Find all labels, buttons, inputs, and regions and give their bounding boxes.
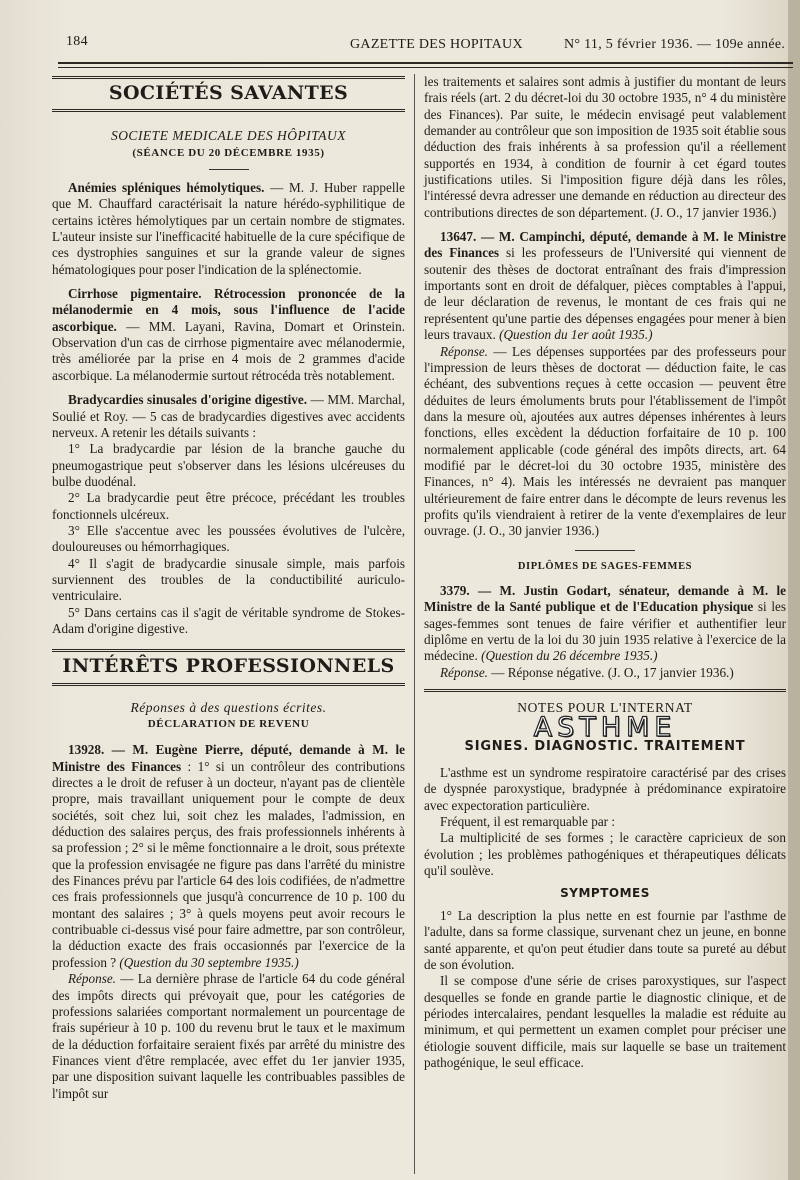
question-3379: 3379. — M. Justin Godart, sénateur, demande à M. le Ministre de la Santé publique et de l'Education physique si les sages-femmes sont tenues de faire vérifier et authentifier leur diplôme en vertu de la loi du 30 juin 1935 relative à l'exercice de la médecine. (Question du 26 décembre 1935.): [424, 582, 786, 664]
paragraph: Il se compose d'une série de crises paroxystiques, sur l'aspect desquelles se fonde en grande partie le diagnostic clinique, et de périodes intercalaires, pendant lesquelles la maladie est réduite au minimum, et qui permettent un examen complet pour préciser une étiologie souvent difficile, mais sur laquelle se base un traitement pathogénique, le seul efficace.: [424, 973, 786, 1070]
list-item: 4° Il s'agit de bradycardie sinusale simple, mais parfois surviennent des troubles de la conductibilité auriculo-ventriculaire.: [52, 555, 405, 604]
separator: [575, 550, 635, 551]
session-date: (SÉANCE DU 20 DÉCEMBRE 1935): [132, 146, 325, 159]
paragraph-title: Bradycardies sinusales d'origine digestive.: [68, 392, 308, 408]
separator: [209, 169, 249, 170]
list-item: 5° Dans certains cas il s'agit de véritable syndrome de Stokes-Adam d'origine digestive.: [52, 604, 405, 636]
diplomes-title: DIPLÔMES DE SAGES-FEMMES: [517, 560, 693, 572]
paragraph: L'asthme est un syndrome respiratoire caractérisé par des crises de dyspnée paroxystique, bradypnée à prédominance expiratoire avec expectoration particulière.: [424, 765, 786, 813]
paragraph: La multiplicité de ses formes ; le caractère capricieux de son évolution ; les problèmes pathogéniques et thérapeutiques délicats qu'il soulève.: [424, 830, 786, 879]
section-rule: [52, 76, 405, 79]
asthme-subtitle: SIGNES. DIAGNOSTIC. TRAITEMENT: [464, 738, 746, 754]
notes-internat-title: NOTES POUR L'INTERNAT: [517, 700, 693, 716]
paragraph-title: Anémies spléniques hémolytiques.: [68, 180, 265, 196]
page-number: 184: [66, 34, 88, 49]
section-rule: [52, 109, 405, 112]
answer-13647: Réponse. — Les dépenses supportées par des professeurs pour l'impression de leurs thèses de doctorat — déduction faite, le cas échéant, des subventions reçues à cette occasion — peuvent être déduites de leurs émoluments bruts pour l'établissement de l'impôt dans la mesure où, ajoutées aux autres dépenses inhérentes à leurs fonctions, elles excèdent la déduction forfaitaire de 10 p. 100 normalement applicable (code général des impôts directs, art. 64 modifié par le décret-loi du 30 octobre 1935, ministère des Finances, n° 4). Mais les intéressés ne devraient pas manquer ultérieurement de faire entrer dans le décompte de leurs revenus les profits qu'ils viendraient à retirer de la vente d'exemplaires de leur ouvrage. (J. O., 30 janvier 1936.): [424, 343, 786, 539]
rubric-title: Réponses à des questions écrites.: [130, 699, 327, 715]
section-rule: [52, 683, 405, 686]
header-rule: [58, 62, 793, 64]
section-rule: [424, 689, 786, 692]
answer-3379: Réponse. — Réponse négative. (J. O., 17 janvier 1936.): [440, 664, 734, 680]
section-title-societes: SOCIÉTÉS SAVANTES: [108, 82, 349, 104]
section-title-interets: INTÉRÊTS PROFESSIONNELS: [62, 655, 395, 678]
paragraph-title: Cirrhose pigmentaire. Rétrocession prononcée de la mélanodermie en 4 mois, sous l'influence de l'acide ascorbique.: [52, 286, 405, 334]
list-item: 3° Elle s'accentue avec les poussées évolutives de l'ulcère, douloureuses ou hémorrhagiques.: [52, 522, 405, 555]
right-column: [424, 74, 786, 1071]
rubric-subtitle: DÉCLARATION DE REVENU: [147, 718, 310, 730]
section-rule: [52, 649, 405, 652]
list-item: 2° La bradycardie peut être précoce, précédant les troubles fonctionnels ulcéreux.: [52, 490, 405, 522]
left-column: [52, 74, 405, 1102]
header-rule-thin: [58, 67, 793, 68]
answer-13928-continued: les traitements et salaires sont admis à justifier du montant de leurs frais réels (art. 2 du décret-loi du 30 octobre 1935, n° 4 du ministère des Finances). Par suite, le médecin envisagé peut valablement demander au contrôleur que son imposition de 1935 soit établie sous déduction des frais inhérents à sa profession qu'il a réellement supportés en 1934, à condition de fournir à cet égard toutes justifications utiles. Si l'imposition figure déjà dans les rôles, l'intéressé devra adresser une demande en réduction au directeur des contributions directes de son département. (J. O., 17 janvier 1936.): [424, 74, 786, 220]
paragraph-cirrhose: Cirrhose pigmentaire. Rétrocession prononcée de la mélanodermie en 4 mois, sous l'influence de l'acide ascorbique. — MM. Layani, Ravina, Domart et Orinstein. Observation d'un cas de cirrhose pigmentaire avec mélanodermie, très améliorée par la prise en 4 mois de 2 grammes d'acide ascorbique. La mélanodermie surtout rétrocéda très notablement.: [52, 286, 405, 383]
issue-date: N° 11, 5 février 1936. — 109e année.: [564, 37, 786, 52]
journal-title: GAZETTE DES HOPITAUX: [350, 37, 523, 52]
paragraph: Fréquent, il est remarquable par :: [440, 814, 616, 830]
paragraph-anemies: Anémies spléniques hémolytiques. — M. J. Huber rappelle que M. Chauffard caractérisait la nature hérédo-syphilitique de certains ictères hémolytiques par un certain nombre de stigmates. L'auteur insiste sur l'inefficacité habituelle de la cure spécifique de ces dystrophies sanguines et sur la grande valeur de signes hématologiques pour poser l'indication de la splénectomie.: [52, 180, 405, 277]
answer-13928: Réponse. — La dernière phrase de l'article 64 du code général des impôts directs qui prévoyait que, pour les catégories de professions salariées comportant normalement un pourcentage de frais supérieur à 10 p. 100 du revenu brut le taux et le maximum de la déduction forfaitaire seraient fixés par arrêté du ministre des Finances vient d'être remplacée, avec effet du 1er janvier 1935, par une disposition suivant laquelle les contribuables passibles de l'impôt sur: [52, 971, 405, 1101]
paragraph-bradycardies: Bradycardies sinusales d'origine digestive. — MM. Marchal, Soulié et Roy. — 5 cas de bradycardies digestives avec accidents nerveux. A retenir les détails suivants :: [52, 392, 405, 440]
list-item: 1° La bradycardie par lésion de la branche gauche du pneumogastrique peut s'observer dans les lésions ulcéreuses du bulbe duodénal.: [52, 441, 405, 489]
symptomes-heading: SYMPTOMES: [560, 886, 650, 901]
question-13647: 13647. — M. Campinchi, député, demande à M. le Ministre des Finances si les professeurs de l'Université qui viennent de soutenir des thèses de doctorat entraînant des frais d'impression importants sont en droit de défalquer, pièces comptables à l'appui, de leur déclaration de revenus, le montant de ces frais qui ne représentent qu'une partie des dépenses engagées pour mener à bien leurs travaux. (Question du 1er août 1935.): [424, 229, 786, 343]
paragraph: 1° La description la plus nette en est fournie par l'asthme de l'adulte, dans sa forme classique, survenant chez un jeune, en bonne santé apparente, et qu'on peut étudier dans toute sa pureté au début de son évolution.: [424, 907, 786, 972]
page-header: [60, 34, 790, 56]
society-name: SOCIETE MEDICALE DES HÔPITAUX: [110, 128, 347, 144]
column-divider: [414, 74, 415, 1174]
asthme-title: ASTHME: [533, 712, 677, 744]
question-13928: 13928. — M. Eugène Pierre, député, demande à M. le Ministre des Finances : 1° si un contrôleur des contributions directes a le droit de refuser à un docteur, n'ayant pas de clientèle propre, mais travaillant uniquement pour le compte de deux sociétés, soit chez lui, soit chez les malades, l'admission, en déduction des salaires perçus, des frais professionnels inhérents à sa profession ; 2° si le même fonctionnaire a le droit, sous prétexte que la profession envisagée ne figure pas dans l'arrêté du ministre des Finances prévu par l'article 64 des lois codifiées, de n'admettre ces frais professionnels que jusqu'à concurrence de 10 p. 100 du montant des salaires ; 3° à quels moyens peut avoir recours le contribuable ci-dessus visé pour faire admettre, par son contrôleur, la déduction exacte des frais occasionnés par l'exercice de la profession ? (Question du 30 septembre 1935.): [52, 742, 405, 970]
page-edge: [788, 0, 800, 1180]
